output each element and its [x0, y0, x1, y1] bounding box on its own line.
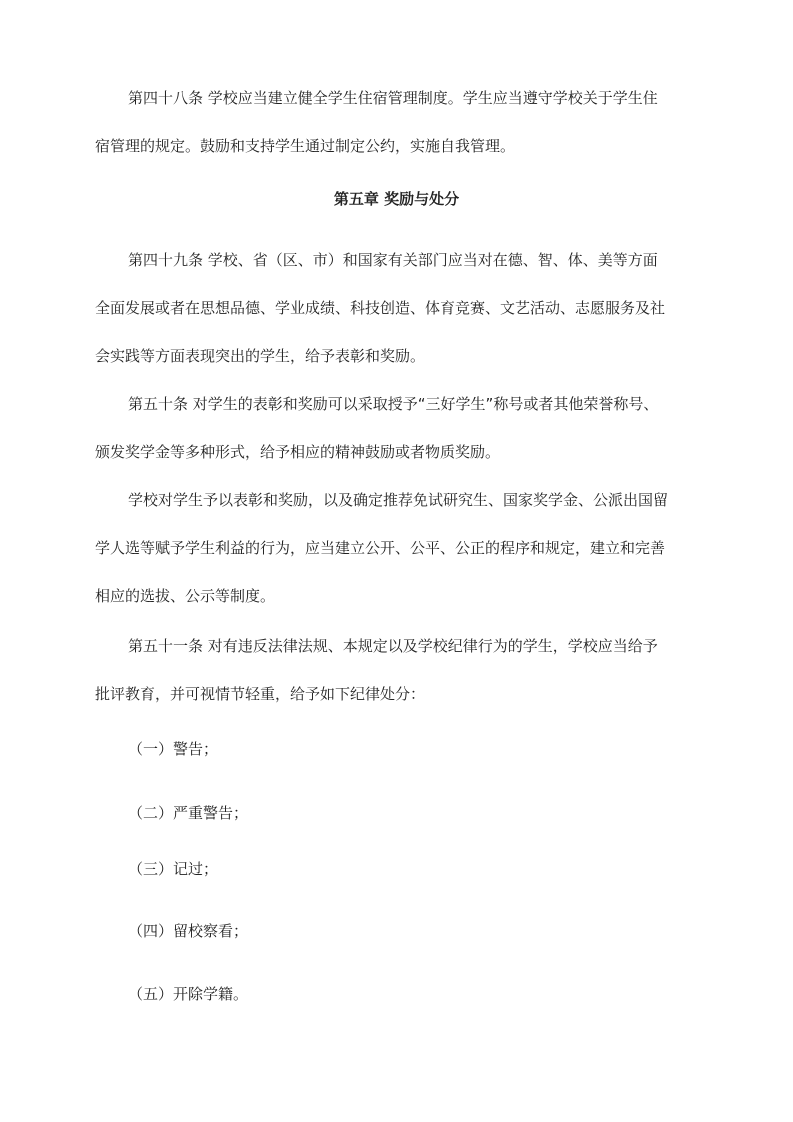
- article-50-continuation-paragraph: [95, 476, 701, 620]
- article-51-paragraph: [95, 622, 701, 718]
- article-48-paragraph: [95, 74, 701, 170]
- article-50b-line-1: 学校对学生予以表彰和奖励，以及确定推荐免试研究生、国家奖学金、公派出国留: [128, 491, 669, 509]
- article-49-line-1: 第四十九条 学校、省（区、市）和国家有关部门应当对在德、智、体、美等方面: [128, 251, 658, 269]
- article-50-line-2: 颁发奖学金等多种形式，给予相应的精神鼓励或者物质奖励。: [95, 443, 501, 461]
- list-item-serious-warning: （二）严重警告；: [128, 804, 249, 822]
- list-item-demerit: （三）记过；: [128, 860, 219, 878]
- article-50-paragraph: [95, 380, 701, 476]
- list-item-warning: （一）警告；: [128, 740, 219, 758]
- article-50b-line-2: 学人选等赋予学生利益的行为，应当建立公开、公平、公正的程序和规定，建立和完善: [95, 539, 666, 557]
- article-50-line-1: 第五十条 对学生的表彰和奖励可以采取授予“三好学生”称号或者其他荣誉称号、: [128, 395, 659, 413]
- list-item-probation: （四）留校察看；: [128, 922, 249, 940]
- article-49-line-2: 全面发展或者在思想品德、学业成绩、科技创造、体育竞赛、文艺活动、志愿服务及社: [95, 299, 666, 317]
- article-49-line-3: 会实践等方面表现突出的学生，给予表彰和奖励。: [95, 347, 426, 365]
- chapter-5-heading: 第五章 奖励与处分: [333, 190, 460, 208]
- article-49-paragraph: [95, 236, 701, 380]
- article-48-line-1: 第四十八条 学校应当建立健全学生住宿管理制度。学生应当遵守学校关于学生住: [128, 89, 658, 107]
- article-48-line-2: 宿管理的规定。鼓励和支持学生通过制定公约，实施自我管理。: [95, 137, 516, 155]
- article-50b-line-3: 相应的选拔、公示等制度。: [95, 587, 276, 605]
- list-item-expulsion: （五）开除学籍。: [128, 985, 249, 1003]
- article-51-line-2: 批评教育，并可视情节轻重，给予如下纪律处分：: [95, 685, 426, 703]
- article-51-line-1: 第五十一条 对有违反法律法规、本规定以及学校纪律行为的学生，学校应当给予: [128, 637, 658, 655]
